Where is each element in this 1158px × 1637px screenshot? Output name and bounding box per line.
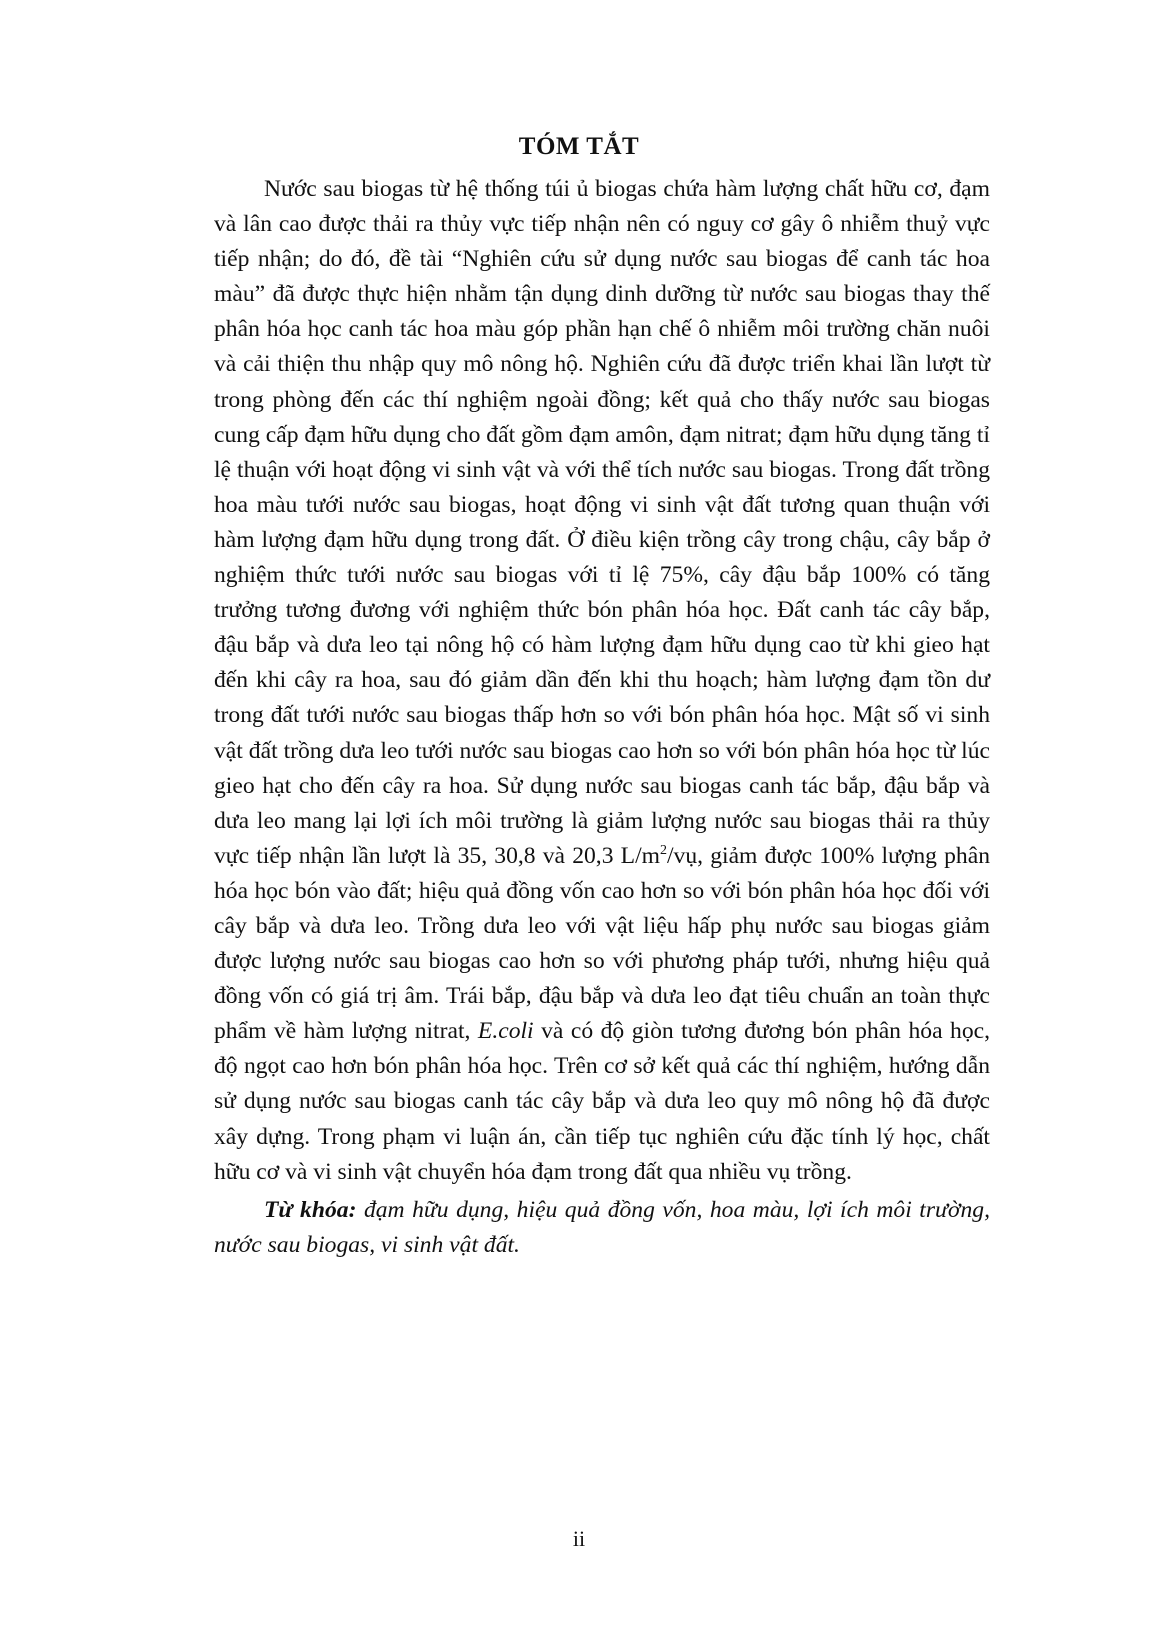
abstract-text-part-2: /vụ, giảm được 100% lượng phân hóa học bón vào đất; hiệu quả đồng vốn cao hơn so với bón phân hóa học đối với cây bắp và dưa leo. Trồng dưa leo với vật liệu hấp phụ nước sau biogas giảm được lượng nước sau biogas cao hơn so với phương pháp tưới, nhưng hiệu quả đồng vốn có giá trị âm. Trái bắp, đậu bắp và dưa leo đạt tiêu chuẩn an toàn thực phẩm về hàm lượng nitrat, <box>214 842 990 1045</box>
page-title: TÓM TẮT <box>518 133 640 160</box>
keywords-label: Từ khóa: <box>264 1197 357 1223</box>
abstract-text-part-3: và có độ giòn tương đương bón phân hóa học, độ ngọt cao hơn bón phân hóa học. Trên cơ sở kết quả các thí nghiệm, hướng dẫn sử dụng nước sau biogas canh tác cây bắp và dưa leo quy mô nông hộ đã được xây dựng. Trong phạm vi luận án, cần tiếp tục nghiên cứu đặc tính lý học, chất hữu cơ và vi sinh vật chuyển hóa đạm trong đất qua nhiều vụ trồng. <box>214 1018 991 1185</box>
abstract-text-part-1: Nước sau biogas từ hệ thống túi ủ biogas chứa hàm lượng chất hữu cơ, đạm và lân cao được thải ra thủy vực tiếp nhận nên có nguy cơ gây ô nhiễm thuỷ vực tiếp nhận; do đó, đề tài “Nghiên cứu sử dụng nước sau biogas để canh tác hoa màu” đã được thực hiện nhằm tận dụng dinh dưỡng từ nước sau biogas thay thế phân hóa học canh tác hoa màu góp phần hạn chế ô nhiễm môi trường chăn nuôi và cải thiện thu nhập quy mô nông hộ. Nghiên cứu đã được triển khai lần lượt từ trong phòng đến các thí nghiệm ngoài đồng; kết quả cho thấy nước sau biogas cung cấp đạm hữu dụng cho đất gồm đạm amôn, đạm nitrat; đạm hữu dụng tăng tỉ lệ thuận với hoạt động vi sinh vật và với thể tích nước sau biogas. Trong đất trồng hoa màu tưới nước sau biogas, hoạt động vi sinh vật đất tương quan thuận với hàm lượng đạm hữu dụng trong đất. Ở điều kiện trồng cây trong chậu, cây bắp ở nghiệm thức tưới nước sau biogas với tỉ lệ 75%, cây đậu bắp 100% có tăng trưởng tương đương với nghiệm thức bón phân hóa học. Đất canh tác cây bắp, đậu bắp và dưa leo tại nông hộ có hàm lượng đạm hữu dụng cao từ khi gieo hạt đến khi cây ra hoa, sau đó giảm dần đến khi thu hoạch; hàm lượng đạm tồn dư trong đất tưới nước sau biogas thấp hơn so với bón phân hóa học. Mật số vi sinh vật đất trồng dưa leo tưới nước sau biogas cao hơn so với bón phân hóa học từ lúc gieo hạt cho đến cây ra hoa. Sử dụng nước sau biogas canh tác bắp, đậu bắp và dưa leo mang lại lợi ích môi trường là giảm lượng nước sau biogas thải ra thủy vực tiếp nhận lần lượt là 35, 30,8 và 20,3 L/m <box>214 176 990 869</box>
ecoli-term: E.coli <box>477 1018 534 1045</box>
page-number: ii <box>572 1526 586 1551</box>
abstract-paragraph <box>214 172 990 1190</box>
keywords-paragraph <box>214 1193 990 1263</box>
unit-superscript: 2 <box>660 842 667 858</box>
keywords-text: đạm hữu dụng, hiệu quả đồng vốn, hoa màu, lợi ích môi trường, nước sau biogas, vi sinh vật đất. <box>214 1197 990 1259</box>
